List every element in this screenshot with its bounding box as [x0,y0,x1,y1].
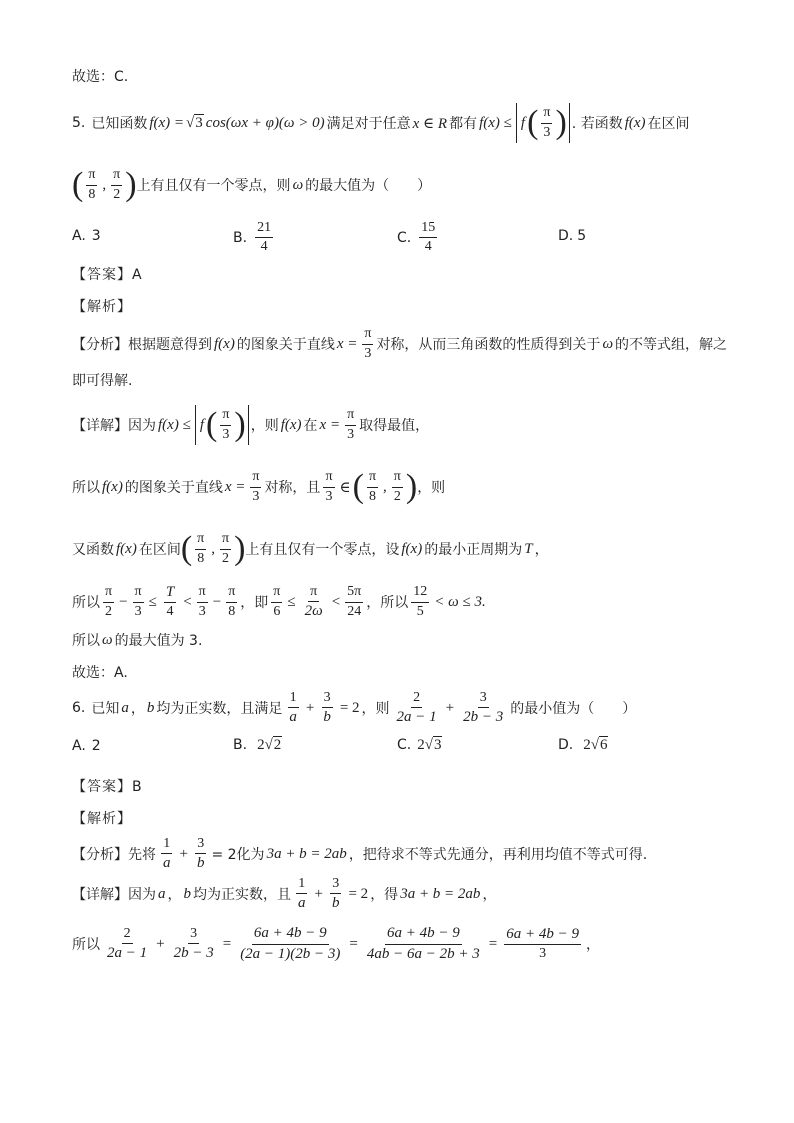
text: 均为正实数，且 [193,887,291,903]
q6-analysis-head [72,808,132,828]
x-eq: x = [224,478,246,495]
eq2: = 2 [339,699,360,716]
frac-5pi-24: $\frac{5\pi}{24}$ [347,584,362,619]
text: 对称，且 [264,480,321,496]
fx: f(x) [280,416,302,433]
option-sqrt: 2 √ 2 [257,737,282,753]
frac-3-2b3: $\frac{3}{2b - 3}$ [463,689,504,725]
frac-pi3: $\frac{\pi}{3}$ [364,326,372,361]
fx: f(x) [214,335,235,352]
q5-number: 5. [72,115,86,131]
q5-text-g: 的最大值为（ ） [305,178,432,194]
text: ， [482,887,497,903]
q6-number: 6. [72,700,86,716]
frac-pi3: $\frac{\pi}{3}$ [347,407,355,442]
var-b: b [146,699,155,716]
frac-combined: $\frac{6a + 4b - 9}{(2a - 1)(2b - 3)}$ [240,925,341,962]
text: 的最小值为（ ） [510,701,637,717]
fenxi-text: 【分析】根据题意得到 [72,337,212,353]
q5-omega: ω [292,176,304,193]
f: f [199,416,204,433]
q6-option-d[interactable] [558,736,608,754]
frac-simplified: $\frac{6a + 4b - 9}{3}$ [506,925,579,962]
text: ， [130,701,145,717]
text: 的最大值为 3. [114,633,203,649]
xiangjie-text: 【详解】因为 [72,418,156,434]
q5-frac-pi3: $\frac{\pi}{3}$ [543,105,551,140]
q5-text-b: 满足对于任意 [326,116,411,132]
paren-right: ) [405,468,418,505]
omega: ω [102,631,113,648]
text: ，所以 [366,595,409,611]
xiangjie-text: 取得最值， [359,418,430,434]
frac-1-a: $\frac{1}{a}$ [298,875,306,911]
option-label: B. [233,737,248,753]
xiangjie-text: 在 [303,418,318,434]
paren-right: ) [234,530,246,567]
q5-fenxi-end [72,370,132,390]
frac-pi3: $\frac{\pi}{3}$ [222,407,230,442]
paren-right: ) [125,166,137,203]
frac-2-2a1: $\frac{2}{2a - 1}$ [396,689,437,725]
frac-pi-2w: $\frac{\pi}{2\omega}$ [304,583,323,619]
text: 【详解】因为 [72,887,156,903]
var-b: b [183,885,191,902]
text: 在区间 [138,542,181,558]
q5-xiangjie-2 [72,464,445,510]
paren-left: ( [205,406,218,443]
option-sqrt: 2 √ 6 [583,737,608,753]
tail: < ω ≤ 3. [434,593,486,610]
paren-left: ( [527,104,539,141]
q5-option-d[interactable] [558,228,586,244]
comma: , [102,176,107,193]
var-a: a [158,885,166,902]
paren-left: ( [352,468,364,505]
fenxi-text: 对称，从而三角函数的性质得到关于 [376,337,601,353]
q4-conclusion [72,66,128,86]
q5-fx: f(x) = [149,114,185,131]
option-value: 3 [91,228,101,244]
text: = 2化为 [211,847,265,863]
xiangjie-text: ，则 [250,418,279,434]
q6-xiangjie-1: 【详解】因为 a ， b 均为正实数，且 $\frac{1}{a}$ + $\frac{3}{b}$ = 2 ，得 3a + b = 2ab ， [72,875,497,911]
omega: ω [602,335,614,352]
option-label: B. [233,229,248,246]
text: ， [534,542,549,558]
frac-pi2: $\frac{\pi}{2}$ [221,531,230,566]
fx: f(x) [116,540,137,557]
q5-option-b[interactable] [233,220,276,255]
frac-1-a: $\frac{1}{a}$ [289,689,297,725]
text: ，则 [361,701,390,717]
q5-frac-pi8: $\frac{\pi}{8}$ [88,167,96,202]
frac-expanded: $\frac{6a + 4b - 9}{4ab - 6a - 2b + 3}$ [366,925,480,962]
frac-pi6: $\frac{\pi}{6}$ [273,584,281,619]
option-label: C. [397,737,412,753]
fx-le: f(x) ≤ [158,416,191,433]
text: ，则 [417,480,446,496]
text: 已知 [91,701,120,717]
option-sqrt: 2 √ 3 [417,737,442,753]
q6-answer [72,776,143,796]
fx: f(x) [401,540,423,557]
comma: , [383,478,387,495]
frac-pi2: $\frac{\pi}{2}$ [105,584,113,619]
x-eq: x = [319,416,341,433]
abs-bar-right [248,405,249,445]
lt: < [331,593,341,610]
q5-fx-le: f(x) ≤ [479,114,512,131]
frac-12-5: $\frac{12}{5}$ [413,584,428,619]
text: 所以 [72,595,100,611]
frac-pi3: $\frac{\pi}{3}$ [325,469,333,504]
text: 的图象关于直线 [124,480,223,496]
option-value: 5 [577,228,587,244]
frac-1-a: $\frac{1}{a}$ [163,835,171,871]
q5-stem-line1 [72,100,690,146]
frac-3-2b3: $\frac{3}{2b - 3}$ [173,925,214,961]
text: ，把待求不等式先通分，再利用均值不等式可得. [348,847,648,863]
abs-bar-left [195,405,196,445]
q5-text: 已知函数 [91,116,148,132]
frac-3-b: $\frac{3}{b}$ [196,835,205,871]
text: 又函数 [72,542,114,558]
q5-max [72,630,202,650]
q5-f: f [520,114,526,131]
le: ≤ [148,593,157,610]
abs-bar-right [569,103,570,143]
frac-pi3: $\frac{\pi}{3}$ [252,469,260,504]
text: 【分析】先将 [72,847,156,863]
lt: < [183,593,192,610]
q5-conclusion [72,662,128,682]
q4-choice-text: 故选：C. [72,69,129,85]
q6-stem: 6. 已知 a ， b 均为正实数，且满足 $\frac{1}{a}$ + $\frac{3}{b}$ = 2 ，则 $\frac{2}{2a - 1}$ + $\frac{3}{2b - 3}$ 的最小值为（ ） [72,689,637,725]
abs-bar-left [516,103,517,143]
q6-option-c[interactable] [397,736,442,754]
le: ≤ [287,593,296,610]
q5-text-c: 都有 [449,116,478,132]
q5-text-d: . 若函数 [571,116,623,132]
option-label: A. [72,738,86,754]
q5-stem-line2 [72,162,431,208]
option-label: A. [72,228,86,244]
q5-xiangjie-3 [72,526,549,572]
q5-text-f: 上有且仅有一个零点，则 [136,178,291,194]
option-value: 2 [91,738,101,754]
frac-pi8: $\frac{\pi}{8}$ [368,469,377,504]
frac-T4: $\frac{T}{4}$ [165,583,175,620]
in-symbol: ∈ [339,479,351,496]
fenxi-text: 的图象关于直线 [236,337,335,353]
x-eq: x = [336,335,358,352]
text: 上有且仅有一个零点，设 [245,542,400,558]
option-frac: $\frac{21}{4}$ [257,220,272,255]
paren-right: ) [234,406,246,443]
equation: 3a + b = 2ab [400,885,481,902]
frac-3-b: $\frac{3}{b}$ [331,875,340,911]
q6-xiangjie-2: 所以 $\frac{2}{2a - 1}$ + $\frac{3}{2b - 3}$ = $\frac{6a + 4b - 9}{(2a - 1)(2b - 3)}$ = $\frac{6a + 4b - 9}{4ab - 6a - 2b + 3}$ = $\frac{6a + 4b - 9}{3}$ ， [72,925,600,962]
q5-frac-pi2: $\frac{\pi}{2}$ [113,167,121,202]
q5-analysis-head [72,296,132,316]
equation: 3a + b = 2ab [266,845,347,862]
option-frac: $\frac{15}{4}$ [421,220,436,255]
frac-pi3: $\frac{\pi}{3}$ [134,584,142,619]
text: ，得 [370,887,399,903]
frac-pi8: $\frac{\pi}{8}$ [197,531,205,566]
text: 所以 [72,633,100,649]
frac-pi2: $\frac{\pi}{2}$ [393,469,401,504]
q5-x-in-R: x ∈ R [412,115,448,132]
q5-answer [72,264,143,284]
q5-option-c[interactable] [397,220,440,255]
q5-xiangjie-1 [72,402,429,448]
period-T: T [524,540,533,557]
q5-sqrt: √ 3 [186,115,203,131]
paren-left: ( [72,166,84,203]
fx: f(x) [102,478,123,495]
text: 所以 [72,937,100,953]
q6-option-b[interactable] [233,736,282,754]
frac-pi8: $\frac{\pi}{8}$ [228,584,236,619]
q6-fenxi: 【分析】先将 $\frac{1}{a}$ + $\frac{3}{b}$ = 2化为 3a + b = 2ab ，把待求不等式先通分，再利用均值不等式可得. [72,835,648,871]
answer-text: 【答案】A [72,267,143,283]
text: 所以 [72,480,100,496]
frac-3-b: $\frac{3}{b}$ [323,689,331,725]
paren-right: ) [555,104,567,141]
text: ，即 [240,595,269,611]
comma: , [211,540,215,557]
option-label: D. [558,737,574,753]
fenxi-text: 即可得解. [72,373,133,389]
frac-2-2a1: $\frac{2}{2a - 1}$ [107,925,148,961]
q5-fenxi [72,326,727,362]
q5-text-e: 在区间 [647,116,690,132]
analysis-text: 【解析】 [72,811,132,827]
text: ， [585,937,600,953]
text: ， [167,887,182,903]
option-label: D. [558,228,574,244]
text: 均为正实数，且满足 [156,701,283,717]
option-label: C. [397,229,412,246]
answer-text: 【答案】B [72,779,143,795]
q5-cos-expr: cos(ωx + φ)(ω > 0) [205,114,325,131]
var-a: a [121,699,129,716]
eq2: = 2 [348,885,369,902]
analysis-text: 【解析】 [72,299,132,315]
minus: − [212,593,222,610]
text: 的最小正周期为 [424,542,523,558]
q5-option-a[interactable] [72,228,101,244]
paren-left: ( [180,530,193,567]
minus: − [119,593,128,610]
q5-xiangjie-4 [72,582,488,622]
q6-option-a[interactable] [72,738,101,754]
q5-fx2: f(x) [624,114,646,131]
fenxi-text: 的不等式组，解之 [615,337,728,353]
text: 故选：A. [72,665,128,681]
frac-pi3: $\frac{\pi}{3}$ [198,584,206,619]
